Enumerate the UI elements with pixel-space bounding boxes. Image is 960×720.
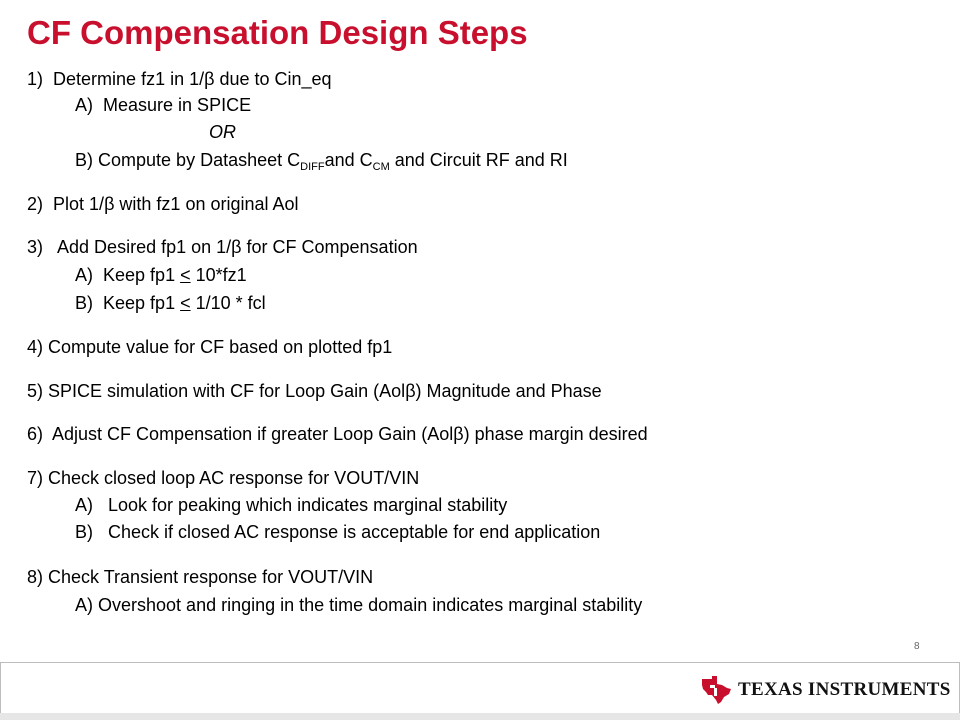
step-number: 1)	[27, 69, 44, 89]
subscript: DIFF	[300, 161, 325, 173]
step-text: with fz1 on original Aol	[114, 194, 299, 214]
step-2	[27, 193, 299, 215]
substep-label: A)	[75, 495, 93, 515]
substep-label: B)	[75, 293, 93, 313]
substep-label: B)	[75, 150, 93, 170]
step-8	[27, 566, 373, 588]
step-number: 2)	[27, 194, 44, 214]
substep-text: Measure in SPICE	[103, 95, 252, 115]
beta-symbol: β	[104, 194, 115, 214]
substep-text: 10*fz1	[190, 265, 247, 285]
step-8-substep-a	[75, 594, 642, 616]
step-3-substep-a	[75, 264, 247, 286]
step-text: Check closed loop AC response for VOUT/VIN	[48, 468, 420, 488]
step-text: SPICE simulation with CF for Loop Gain (Aol	[48, 381, 406, 401]
step-7	[27, 467, 419, 489]
substep-label: A)	[75, 95, 93, 115]
step-text: Determine fz1 in 1/	[53, 69, 205, 89]
step-1-substep-a	[75, 94, 251, 116]
ti-logo	[700, 675, 951, 705]
page-title: CF Compensation Design Steps	[27, 14, 528, 51]
substep-text: and Circuit RF and RI	[389, 150, 568, 170]
logo-word-texas: TEXAS	[738, 679, 803, 700]
step-text: for CF Compensation	[241, 237, 418, 257]
step-3-substep-b	[75, 292, 266, 314]
step-text: Add Desired fp1 on 1/	[57, 237, 232, 257]
substep-text: Keep fp1	[103, 265, 181, 285]
ti-wordmark	[738, 679, 951, 701]
beta-symbol: β	[453, 424, 464, 444]
step-text: Check Transient response for VOUT/VIN	[48, 567, 374, 587]
substep-text: Look for peaking which indicates marginal stability	[108, 495, 508, 515]
step-text: Compute value for CF based on plotted fp1	[48, 337, 393, 357]
slide-number: 8	[914, 641, 920, 652]
substep-label: A)	[75, 595, 93, 615]
step-number: 4)	[27, 337, 44, 357]
substep-text: Keep fp1	[103, 293, 181, 313]
subscript: CM	[372, 161, 390, 173]
substep-text: Overshoot and ringing in the time domain indicates marginal stability	[98, 595, 643, 615]
less-equal-symbol: <	[180, 265, 191, 285]
step-text: Plot 1/	[53, 194, 105, 214]
substep-label: A)	[75, 265, 93, 285]
step-4	[27, 336, 392, 358]
beta-symbol: β	[204, 69, 215, 89]
substep-text: Compute by Datasheet C	[98, 150, 301, 170]
step-5	[27, 380, 602, 402]
step-number: 7)	[27, 468, 44, 488]
step-3	[27, 236, 418, 258]
step-1	[27, 68, 332, 90]
step-text: due to Cin_eq	[214, 69, 332, 89]
step-6	[27, 423, 648, 445]
step-number: 3)	[27, 237, 44, 257]
substep-text: 1/10 * fcl	[190, 293, 266, 313]
step-number: 8)	[27, 567, 44, 587]
step-text: ) Magnitude and Phase	[415, 381, 602, 401]
footer-shadow	[0, 713, 960, 720]
substep-text: Check if closed AC response is acceptable for end application	[108, 522, 601, 542]
beta-symbol: β	[405, 381, 416, 401]
substep-text: and C	[324, 150, 373, 170]
step-1-substep-b	[75, 149, 568, 171]
step-7-substep-a	[75, 494, 507, 516]
step-number: 5)	[27, 381, 44, 401]
or-separator: OR	[209, 122, 236, 142]
step-text: ) phase margin desired	[463, 424, 648, 444]
step-number: 6)	[27, 424, 44, 444]
step-text: Adjust CF Compensation if greater Loop Gain (Aol	[52, 424, 454, 444]
texas-state-icon	[700, 675, 732, 705]
step-7-substep-b	[75, 521, 600, 543]
substep-label: B)	[75, 522, 93, 542]
beta-symbol: β	[231, 237, 242, 257]
less-equal-symbol: <	[180, 293, 191, 313]
logo-word-instruments: INSTRUMENTS	[807, 679, 951, 700]
